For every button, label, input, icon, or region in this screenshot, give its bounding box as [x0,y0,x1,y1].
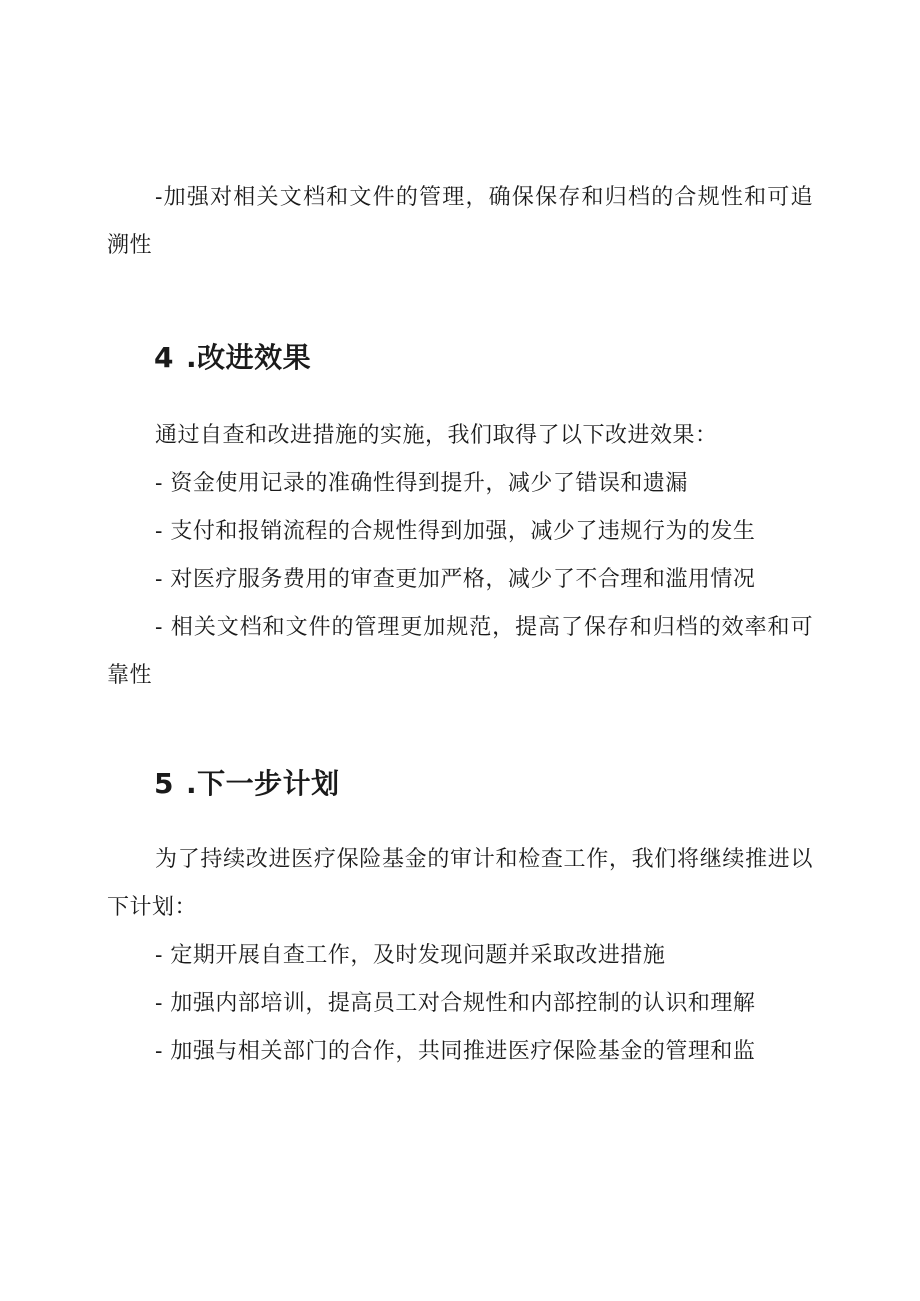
section-5-item-1: - 定期开展自查工作，及时发现问题并采取改进措施 [155,943,666,968]
section-4-item-1: - 资金使用记录的准确性得到提升，减少了错误和遗漏 [155,471,688,496]
section-4-intro: 通过自查和改进措施的实施，我们取得了以下改进效果： [155,423,718,448]
section-4-title: .改进效果 [185,341,312,374]
section-5-number: 5 [154,767,174,800]
section-5-title: .下一步计划 [185,767,340,800]
section-5-item-3: - 加强与相关部门的合作，共同推进医疗保险基金的管理和监 [155,1039,756,1064]
section-5-intro: 为了持续改进医疗保险基金的审计和检查工作，我们将继续推进以下计划： [107,847,813,920]
section-4-heading [154,338,311,378]
section-5-heading [154,764,340,804]
section-4-item-3: - 对医疗服务费用的审查更加严格，减少了不合理和滥用情况 [155,567,756,592]
section-5-item-2: - 加强内部培训，提高员工对合规性和内部控制的认识和理解 [155,991,756,1016]
section-4-item-2: - 支付和报销流程的合规性得到加强，减少了违规行为的发生 [155,519,756,544]
section-4-number: 4 [154,341,174,374]
section-4-item-4: - 相关文档和文件的管理更加规范，提高了保存和归档的效率和可靠性 [107,615,813,688]
paragraph-document-management: -加强对相关文档和文件的管理，确保保存和归档的合规性和可追溯性 [107,185,813,258]
